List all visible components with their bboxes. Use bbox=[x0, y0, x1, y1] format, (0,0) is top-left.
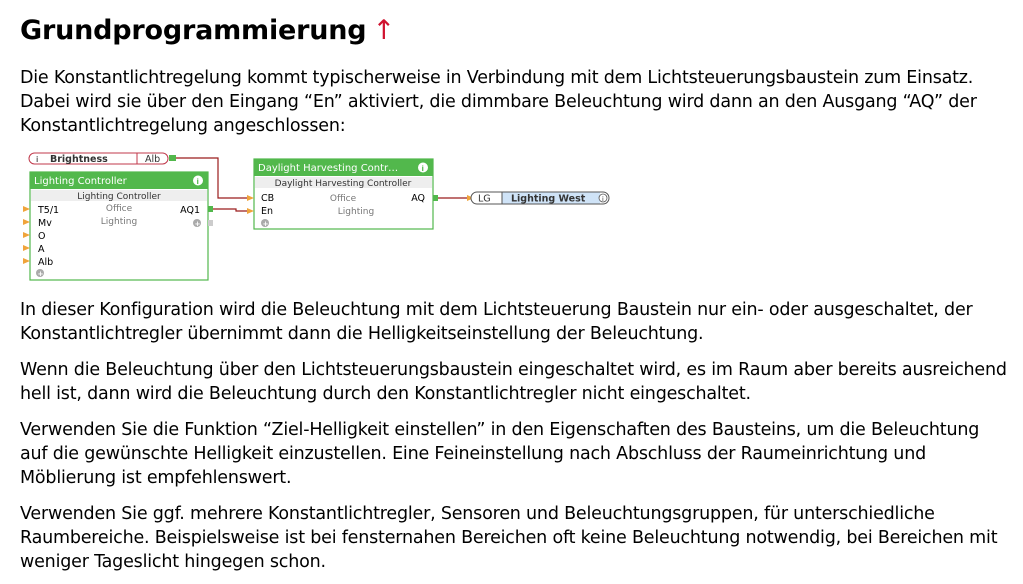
input-t5-1: T5/1 bbox=[38, 205, 60, 216]
lighting-controller-subtitle: Lighting Controller bbox=[77, 192, 161, 202]
daylight-harvesting-input-pins[interactable] bbox=[247, 195, 254, 214]
brightness-info-icon: i bbox=[36, 155, 39, 164]
paragraph-multiple-controllers: Verwenden Sie ggf. mehrere Konstantlichtregler, Sensoren und Beleuchtungsgruppen, für unterschiedliche Raumbereiche. Beispielsweise ist bei fensternahen Bereichen oft keine Beleuchtung notwendig, bei Bereichen mit weniger Tageslicht hingegen schon. bbox=[20, 504, 998, 572]
page-title bbox=[20, 14, 395, 48]
lighting-west-output-ref[interactable] bbox=[467, 192, 609, 205]
info-glyph: i bbox=[196, 178, 199, 186]
lighting-controller-input-pins[interactable] bbox=[23, 206, 30, 264]
output-pin-2[interactable] bbox=[208, 220, 213, 226]
daylight-harvesting-block[interactable] bbox=[247, 159, 438, 229]
output-aq1: AQ1 bbox=[180, 205, 200, 216]
logic-diagram bbox=[0, 148, 640, 288]
add-input-plus: + bbox=[37, 270, 44, 278]
output-aq: AQ bbox=[411, 193, 425, 204]
brightness-input-ref[interactable] bbox=[29, 153, 176, 165]
input-alb: Alb bbox=[38, 257, 54, 268]
input-en: En bbox=[261, 206, 274, 217]
output-ref-label: Lighting West bbox=[511, 193, 586, 205]
intro-paragraph: Die Konstantlichtregelung kommt typischerweise in Verbindung mit dem Lichtsteuerungsbaustein zum Einsatz. Dabei wird sie über den Eingang “En” aktiviert, die dimmbare Beleuchtung wird dann an den Ausgang “AQ” der Konstantlichtregelung angeschlossen: bbox=[20, 68, 977, 136]
output-aq1-pin[interactable] bbox=[208, 206, 213, 212]
info-glyph-2: i bbox=[421, 165, 424, 173]
add-output-plus: + bbox=[194, 220, 201, 228]
add-input-plus-2: + bbox=[262, 220, 269, 228]
brightness-label: Brightness bbox=[50, 154, 108, 165]
lighting-controller-title: Lighting Controller bbox=[34, 176, 127, 187]
lighting-controller-category: Lighting bbox=[100, 217, 138, 227]
heading-text: Grundprogrammierung bbox=[20, 15, 367, 46]
daylight-harvesting-subtitle: Daylight Harvesting Controller bbox=[274, 179, 412, 189]
input-a: A bbox=[38, 244, 45, 255]
input-cb: CB bbox=[261, 193, 275, 204]
paragraph-target-brightness: Verwenden Sie die Funktion “Ziel-Helligkeit einstellen” in den Eigenschaften des Bausteins, um die Beleuchtung auf die gewünschte Helligkeit einzustellen. Eine Feineinstellung nach Abschluss der Raumeinrichtung und Möblierung ist empfehlenswert. bbox=[20, 420, 980, 488]
output-ref-info-glyph: i bbox=[602, 195, 604, 203]
daylight-harvesting-category: Lighting bbox=[337, 207, 375, 217]
output-aq-pin[interactable] bbox=[433, 195, 438, 201]
lighting-controller-block[interactable] bbox=[23, 172, 213, 280]
output-ref-tag: LG bbox=[478, 193, 491, 205]
daylight-harvesting-room: Office bbox=[329, 194, 357, 204]
back-to-top-arrow-icon[interactable]: ↑ bbox=[372, 15, 395, 46]
input-mv: Mv bbox=[38, 218, 52, 229]
paragraph-brightness-check: Wenn die Beleuchtung über den Lichtsteuerungsbaustein eingeschaltet wird, es im Raum aber bereits ausreichend hell ist, dann wird die Beleuchtung durch den Konstantlichtregler nicht eingeschaltet. bbox=[20, 360, 1007, 404]
lighting-controller-room: Office bbox=[105, 204, 133, 214]
brightness-output-pin[interactable] bbox=[169, 155, 176, 161]
input-o: O bbox=[38, 231, 46, 242]
daylight-harvesting-title: Daylight Harvesting Contr… bbox=[258, 163, 399, 174]
paragraph-configuration: In dieser Konfiguration wird die Beleuchtung mit dem Lichtsteuerung Baustein nur ein- oder ausgeschaltet, der Konstantlichtregler übernimmt dann die Helligkeitseinstellung der Beleuchtung. bbox=[20, 300, 973, 344]
brightness-tag: Alb bbox=[145, 154, 161, 165]
